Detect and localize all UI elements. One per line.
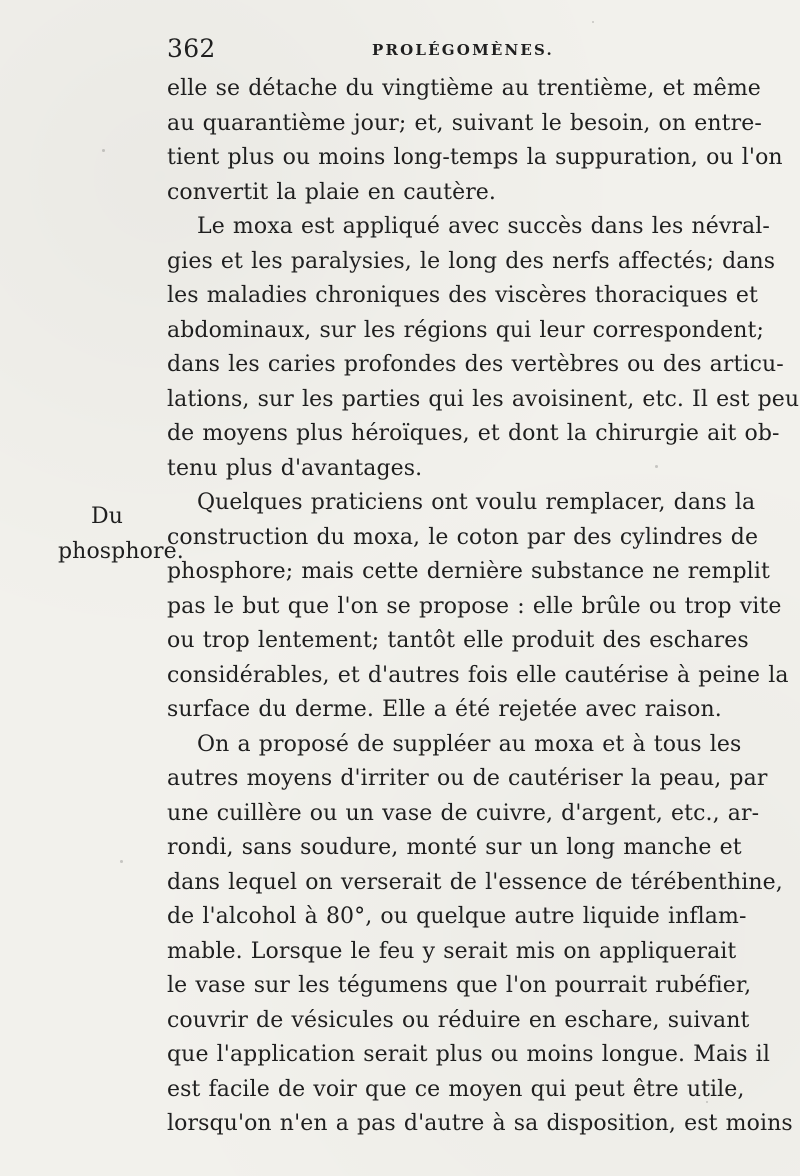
text-line: construction du moxa, le coton par des cylindres de xyxy=(167,524,759,550)
text-line: les maladies chroniques des viscères thoraciques et xyxy=(167,283,758,308)
text-line: est facile de voir que ce moyen qui peut être utile, xyxy=(167,1076,745,1102)
text-line: lorsqu'on n'en a pas d'autre à sa disposition, est moins xyxy=(167,1111,793,1136)
running-head: PROLÉGOMÈNES. xyxy=(372,41,554,59)
text-line: que l'application serait plus ou moins longue. Mais il xyxy=(167,1042,770,1067)
text-line: abdominaux, sur les régions qui leur correspondent; xyxy=(167,317,764,343)
text-line: surface du derme. Elle a été rejetée avec raison. xyxy=(167,697,722,722)
margin-note-line: Du xyxy=(90,504,123,529)
paper-speck xyxy=(102,149,105,152)
text-line: une cuillère ou un vase de cuivre, d'argent, etc., ar- xyxy=(167,800,760,826)
paragraph-start-line: Quelques praticiens ont voulu remplacer, dans la xyxy=(197,490,756,515)
margin-note-line: phosphore. xyxy=(58,538,184,564)
text-line: pas le but que l'on se propose : elle brûle ou trop vite xyxy=(167,593,782,619)
text-line: le vase sur les tégumens que l'on pourrait rubéfier, xyxy=(167,973,752,998)
text-line: convertit la plaie en cautère. xyxy=(167,179,497,205)
text-line: couvrir de vésicules ou réduire en eschare, suivant xyxy=(167,1007,750,1033)
text-line: au quarantième jour; et, suivant le besoin, on entre- xyxy=(167,110,762,136)
text-line: considérables, et d'autres fois elle cautérise à peine la xyxy=(167,662,789,688)
text-line: rondi, sans soudure, monté sur un long manche et xyxy=(167,835,742,860)
paper-speck xyxy=(120,860,123,863)
text-line: mable. Lorsque le feu y serait mis on appliquerait xyxy=(167,938,737,964)
text-line: elle se détache du vingtième au trentième, et même xyxy=(167,76,761,101)
text-line: dans les caries profondes des vertèbres ou des articu- xyxy=(167,352,784,377)
text-line: lations, sur les parties qui les avoisinent, etc. Il est peu xyxy=(167,386,800,412)
text-line: phosphore; mais cette dernière substance ne remplit xyxy=(167,559,770,584)
text-line: tenu plus d'avantages. xyxy=(167,455,423,481)
paper-speck xyxy=(592,21,594,23)
paragraph-start-line: Le moxa est appliqué avec succès dans les névral- xyxy=(197,214,770,239)
text-line: de moyens plus héroïques, et dont la chirurgie ait ob- xyxy=(167,421,780,446)
text-line: gies et les paralysies, le long des nerfs affectés; dans xyxy=(167,248,776,274)
body-text xyxy=(167,72,800,1142)
text-line: tient plus ou moins long-temps la suppuration, ou l'on xyxy=(167,145,783,170)
text-line: ou trop lentement; tantôt elle produit des eschares xyxy=(167,628,749,653)
text-line: autres moyens d'irriter ou de cautériser la peau, par xyxy=(167,766,768,791)
margin-note xyxy=(58,500,184,569)
paper-speck xyxy=(706,1101,708,1103)
text-line: de l'alcohol à 80°, ou quelque autre liquide inflam- xyxy=(167,904,747,929)
text-line: dans lequel on verserait de l'essence de térébenthine, xyxy=(167,869,783,895)
paper-speck xyxy=(655,465,658,468)
page-header xyxy=(167,34,765,64)
page-number: 362 xyxy=(167,34,216,63)
paragraph-start-line: On a proposé de suppléer au moxa et à tous les xyxy=(197,731,742,757)
